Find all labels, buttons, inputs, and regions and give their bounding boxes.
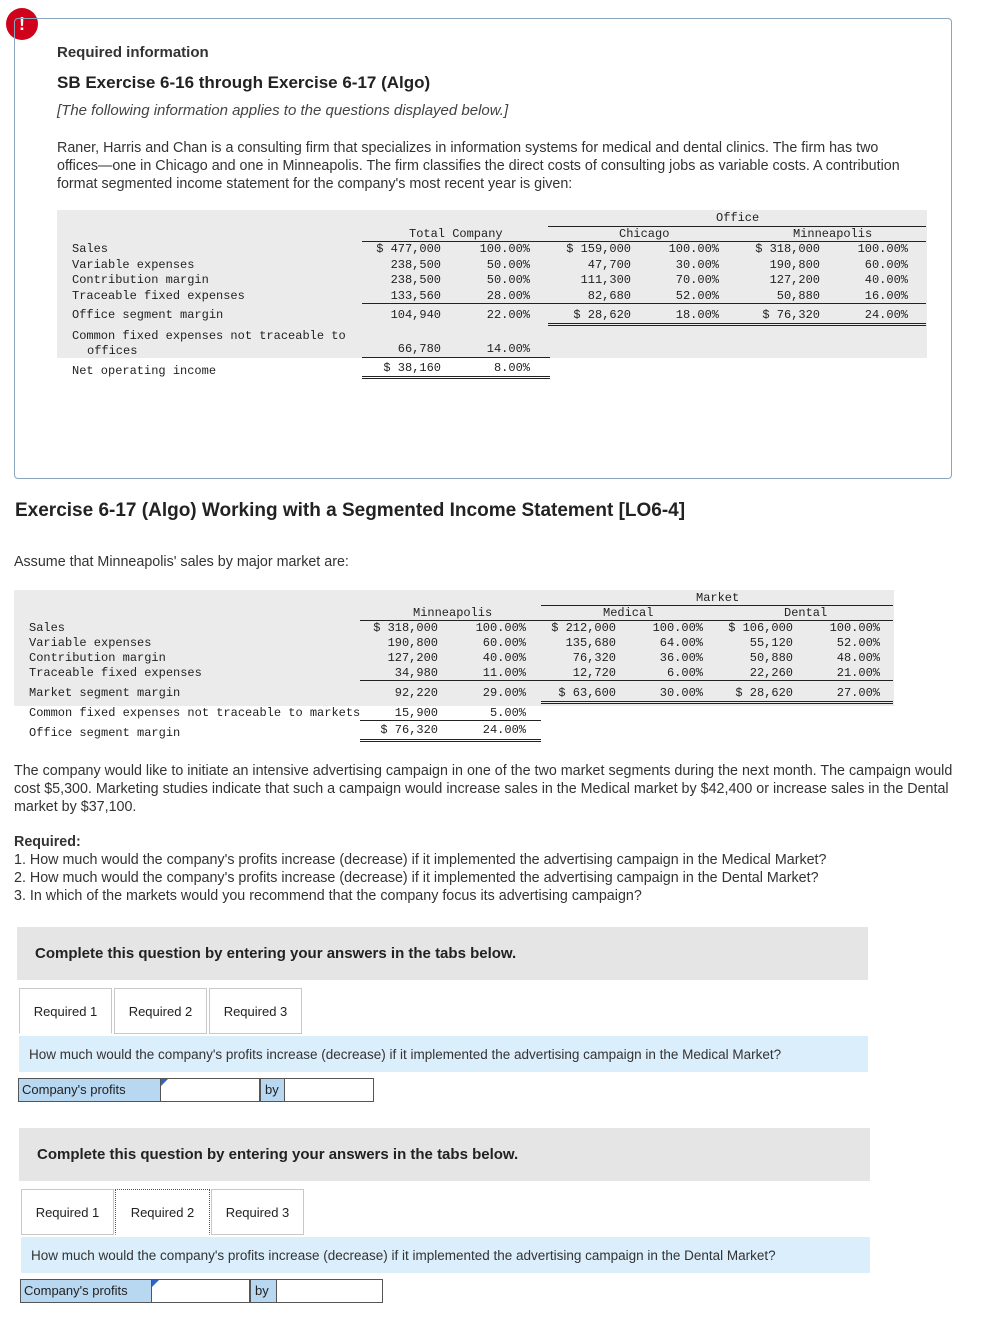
cell-percent: 28.00%: [486, 289, 530, 303]
profit-change-input[interactable]: [276, 1279, 383, 1303]
col-header-dental: Dental: [784, 606, 828, 620]
cell-value: 82,680: [587, 289, 631, 303]
cell-percent: 6.00%: [666, 666, 703, 680]
question-text: How much would the company's profits increase (decrease) if it implemented the advertising campaign in the Medical Market?: [29, 1046, 782, 1062]
cell-percent: 60.00%: [482, 636, 526, 650]
info-note: [The following information applies to the questions displayed below.]: [57, 102, 509, 119]
cell-percent: 48.00%: [836, 651, 880, 665]
cell-percent: 100.00%: [479, 242, 530, 256]
companys-profits-label: Company's profits: [20, 1279, 152, 1303]
question-bar: [21, 1237, 870, 1273]
cell-value: $ 318,000: [755, 242, 820, 256]
row-label: Office segment margin: [72, 308, 224, 322]
cell-percent: 100.00%: [857, 242, 908, 256]
cell-percent: 50.00%: [486, 258, 530, 272]
cell-value: 127,200: [387, 651, 438, 665]
cell-percent: 40.00%: [482, 651, 526, 665]
row-label: Contribution margin: [72, 273, 209, 287]
cell-value: 238,500: [390, 258, 441, 272]
tab-label: Required 3: [225, 1204, 290, 1220]
increase-decrease-select[interactable]: [152, 1279, 250, 1303]
tab-required-2[interactable]: [114, 988, 207, 1034]
cell-value: 76,320: [572, 651, 616, 665]
tab-label: Required 2: [130, 1204, 195, 1220]
assume-text: Assume that Minneapolis' sales by major market are:: [14, 554, 349, 570]
cell-percent: 100.00%: [829, 621, 880, 635]
row-label: Sales: [72, 242, 109, 256]
cell-value: 135,680: [565, 636, 616, 650]
cell-value: 12,720: [572, 666, 616, 680]
cell-percent: 60.00%: [864, 258, 908, 272]
header-rule: [541, 605, 893, 606]
row-label: Common fixed expenses not traceable to markets: [29, 706, 361, 720]
cell-value: 190,800: [769, 258, 820, 272]
tab-required-1[interactable]: [19, 988, 112, 1034]
cell-value: 55,120: [749, 636, 793, 650]
table-group-header: Market: [696, 591, 740, 605]
cell-percent: 29.00%: [482, 686, 526, 700]
required-heading: Required:: [14, 834, 81, 850]
total-rule: [360, 739, 541, 742]
subtotal-rule: [362, 303, 926, 304]
cell-value: $ 159,000: [566, 242, 631, 256]
question-text: How much would the company's profits increase (decrease) if it implemented the advertising campaign in the Dental Market?: [31, 1247, 776, 1263]
cell-value: $ 38,160: [383, 361, 441, 375]
cell-value: $ 212,000: [551, 621, 616, 635]
cell-percent: 11.00%: [482, 666, 526, 680]
instruction-panel: [19, 1128, 870, 1181]
total-rule: [541, 701, 893, 704]
tab-required-3[interactable]: [211, 1189, 304, 1235]
cell-percent: 64.00%: [659, 636, 703, 650]
row-label: Market segment margin: [29, 686, 181, 700]
cell-value: 34,980: [394, 666, 438, 680]
col-header-minneapolis: Minneapolis: [413, 606, 493, 620]
cell-value: 111,300: [580, 273, 631, 287]
total-rule: [548, 323, 926, 326]
cell-percent: 52.00%: [675, 289, 719, 303]
cell-value: 127,200: [769, 273, 820, 287]
by-label: by: [250, 1279, 277, 1303]
cell-percent: 70.00%: [675, 273, 719, 287]
cell-value: $ 477,000: [376, 242, 441, 256]
row-label: Traceable fixed expenses: [29, 666, 202, 680]
cell-value: 238,500: [390, 273, 441, 287]
cell-percent: 50.00%: [486, 273, 530, 287]
subtotal-rule: [362, 357, 550, 358]
instruction-panel: [17, 927, 868, 980]
cell-value: $ 76,320: [762, 308, 820, 322]
cell-percent: 30.00%: [675, 258, 719, 272]
required-information-heading: Required information: [57, 44, 209, 61]
question-bar: [19, 1036, 868, 1072]
cell-percent: 30.00%: [659, 686, 703, 700]
row-label: offices: [87, 344, 138, 358]
cell-value: $ 76,320: [380, 723, 438, 737]
tab-required-1[interactable]: [21, 1189, 114, 1235]
required-q3: 3. In which of the markets would you recommend that the company focus its advertising campaign?: [14, 888, 642, 904]
col-header-total: Total Company: [409, 227, 503, 241]
cell-percent: 100.00%: [668, 242, 719, 256]
cell-value: 104,940: [390, 308, 441, 322]
cell-percent: 100.00%: [475, 621, 526, 635]
table-group-header: Office: [716, 211, 760, 225]
tab-required-3[interactable]: [209, 988, 302, 1034]
cell-value: $ 63,600: [558, 686, 616, 700]
companys-profits-label: Company's profits: [18, 1078, 161, 1102]
cell-percent: 40.00%: [864, 273, 908, 287]
cell-value: $ 318,000: [373, 621, 438, 635]
cell-percent: 14.00%: [486, 342, 530, 356]
cell-value: 92,220: [394, 686, 438, 700]
alert-icon: !: [6, 8, 38, 40]
cell-value: 22,260: [749, 666, 793, 680]
row-label: Variable expenses: [72, 258, 195, 272]
col-header-minneapolis: Minneapolis: [793, 227, 873, 241]
cell-percent: 5.00%: [489, 706, 526, 720]
cell-percent: 24.00%: [864, 308, 908, 322]
cell-percent: 16.00%: [864, 289, 908, 303]
col-header-chicago: Chicago: [619, 227, 670, 241]
instruction-text: Complete this question by entering your answers in the tabs below.: [37, 1146, 519, 1163]
tab-label: Required 1: [33, 1003, 98, 1019]
increase-decrease-select[interactable]: [161, 1078, 260, 1102]
cell-percent: 21.00%: [836, 666, 880, 680]
row-label: Traceable fixed expenses: [72, 289, 245, 303]
cell-value: 15,900: [394, 706, 438, 720]
cell-value: $ 28,620: [573, 308, 631, 322]
required-q2: 2. How much would the company's profits increase (decrease) if it implemented the advertising campaign in the Dental Market?: [14, 870, 819, 886]
subtotal-rule: [360, 680, 893, 681]
cell-value: 47,700: [587, 258, 631, 272]
cell-percent: 100.00%: [652, 621, 703, 635]
cell-value: 190,800: [387, 636, 438, 650]
by-label: by: [260, 1078, 285, 1102]
row-label: Common fixed expenses not traceable to: [72, 329, 346, 343]
row-label: Variable expenses: [29, 636, 152, 650]
cell-percent: 27.00%: [836, 686, 880, 700]
row-label: Contribution margin: [29, 651, 166, 665]
cell-percent: 52.00%: [836, 636, 880, 650]
cell-percent: 24.00%: [482, 723, 526, 737]
cell-value: 66,780: [397, 342, 441, 356]
section-heading: Exercise 6-17 (Algo) Working with a Segmented Income Statement [LO6-4]: [15, 500, 686, 521]
cell-percent: 8.00%: [493, 361, 530, 375]
info-paragraph: Raner, Harris and Chan is a consulting firm that specializes in information systems for medical and dental clinics. The firm has two offices—one in Chicago and one in Minneapolis. The firm classifies the direct costs of consulting jobs as variable costs. A contribution format segmented income statement for the company's most recent year is given:: [57, 140, 900, 192]
profit-change-input[interactable]: [284, 1078, 374, 1102]
instruction-text: Complete this question by entering your answers in the tabs below.: [35, 945, 517, 962]
tab-label: Required 3: [223, 1003, 288, 1019]
cell-value: $ 106,000: [728, 621, 793, 635]
campaign-text: The company would like to initiate an intensive advertising campaign in one of the two market segments during the next month. The campaign would cost $5,300. Marketing studies indicate that such a campaign would increase sales in the Medical market by $42,400 or increase sales in the Dental market by $37,100.: [14, 763, 953, 815]
required-q1: 1. How much would the company's profits increase (decrease) if it implemented the advertising campaign in the Medical Market?: [14, 852, 827, 868]
exercise-title: SB Exercise 6-16 through Exercise 6-17 (Algo): [57, 73, 431, 92]
cell-value: $ 28,620: [735, 686, 793, 700]
cell-value: 50,880: [749, 651, 793, 665]
row-label: Net operating income: [72, 364, 217, 378]
total-rule: [362, 376, 550, 379]
cell-percent: 36.00%: [659, 651, 703, 665]
tab-label: Required 2: [128, 1003, 193, 1019]
tab-required-2[interactable]: [115, 1189, 210, 1235]
cell-percent: 18.00%: [675, 308, 719, 322]
row-label: Office segment margin: [29, 726, 181, 740]
cell-percent: 22.00%: [486, 308, 530, 322]
tab-label: Required 1: [35, 1204, 100, 1220]
subtotal-rule: [360, 720, 541, 721]
col-header-medical: Medical: [603, 606, 654, 620]
cell-value: 133,560: [390, 289, 441, 303]
cell-value: 50,880: [776, 289, 820, 303]
row-label: Sales: [29, 621, 66, 635]
